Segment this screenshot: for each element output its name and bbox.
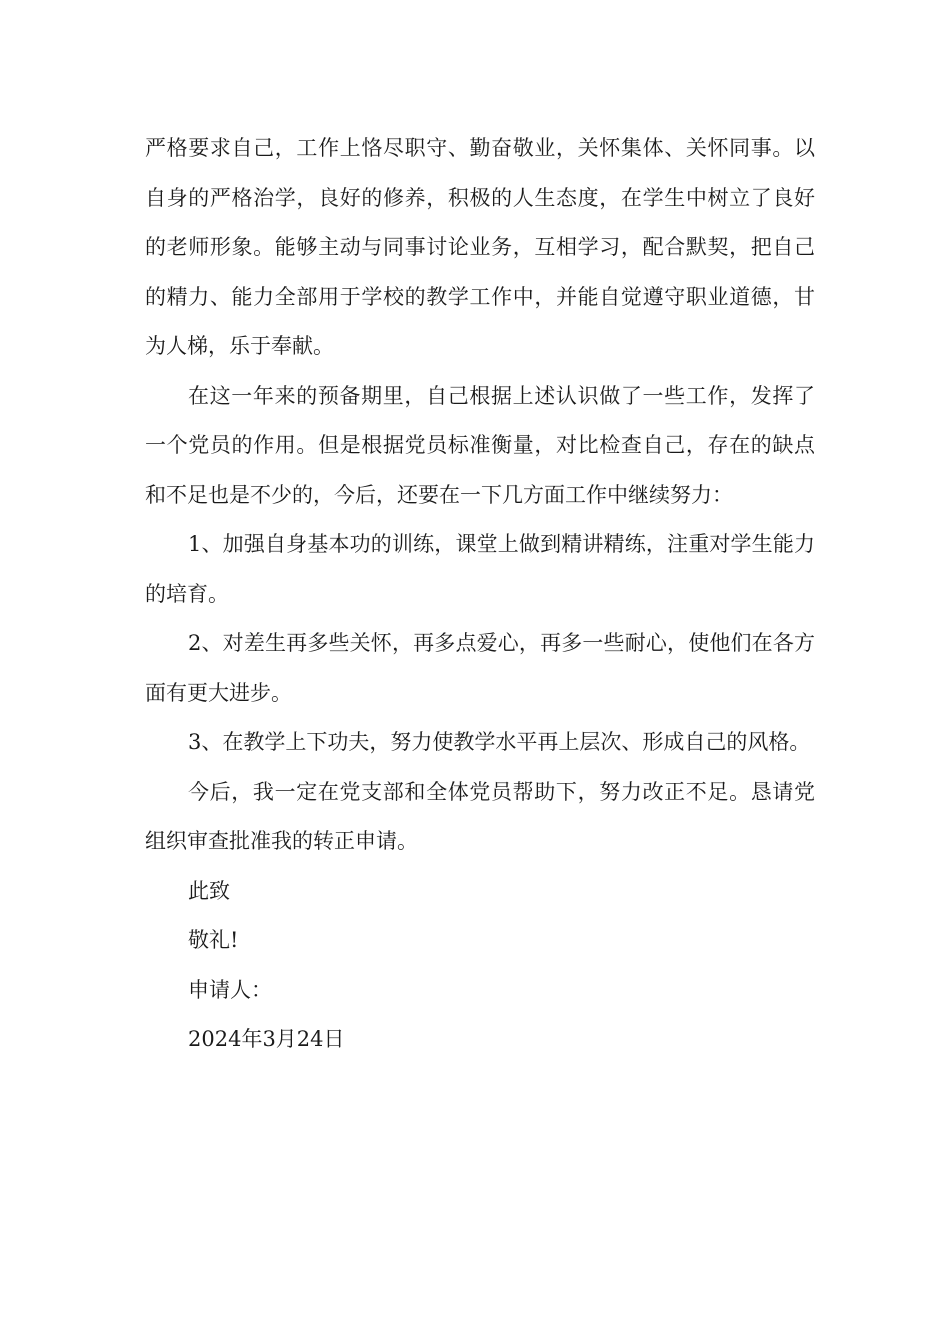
paragraph-improvement-2: 2、对差生再多些关怀，再多点爱心，再多一些耐心，使他们在各方面有更大进步。 [145,631,815,705]
applicant-label: 申请人： [188,977,272,1002]
letter-body [145,124,815,1065]
salute-line: 敬礼! [188,928,239,952]
paragraph-request: 今后，我一定在党支部和全体党员帮助下，努力改正不足。恳请党组织审查批准我的转正申请。 [145,779,815,853]
paragraph-self-review: 在这一年来的预备期里，自己根据上述认识做了一些工作，发挥了一个党员的作用。但是根据党员标准衡量，对比检查自己，存在的缺点和不足也是不少的，今后，还要在一下几方面工作中继续努力： [145,383,815,507]
paragraph-improvement-3: 3、在教学上下功夫，努力使教学水平再上层次、形成自己的风格。 [188,730,811,754]
closing-line: 此致 [188,878,230,903]
paragraph-conduct: 严格要求自己，工作上恪尽职守、勤奋敬业，关怀集体、关怀同事。以自身的严格治学，良好的修养，积极的人生态度，在学生中树立了良好的老师形象。能够主动与同事讨论业务，互相学习，配合默契，把自己的精力、能力全部用于学校的教学工作中，并能自觉遵守职业道德，甘为人梯，乐于奉献。 [145,136,815,358]
letter-date: 2024年3月24日 [188,1027,345,1051]
paragraph-improvement-1: 1、加强自身基本功的训练，课堂上做到精讲精练，注重对学生能力的培育。 [145,532,815,606]
